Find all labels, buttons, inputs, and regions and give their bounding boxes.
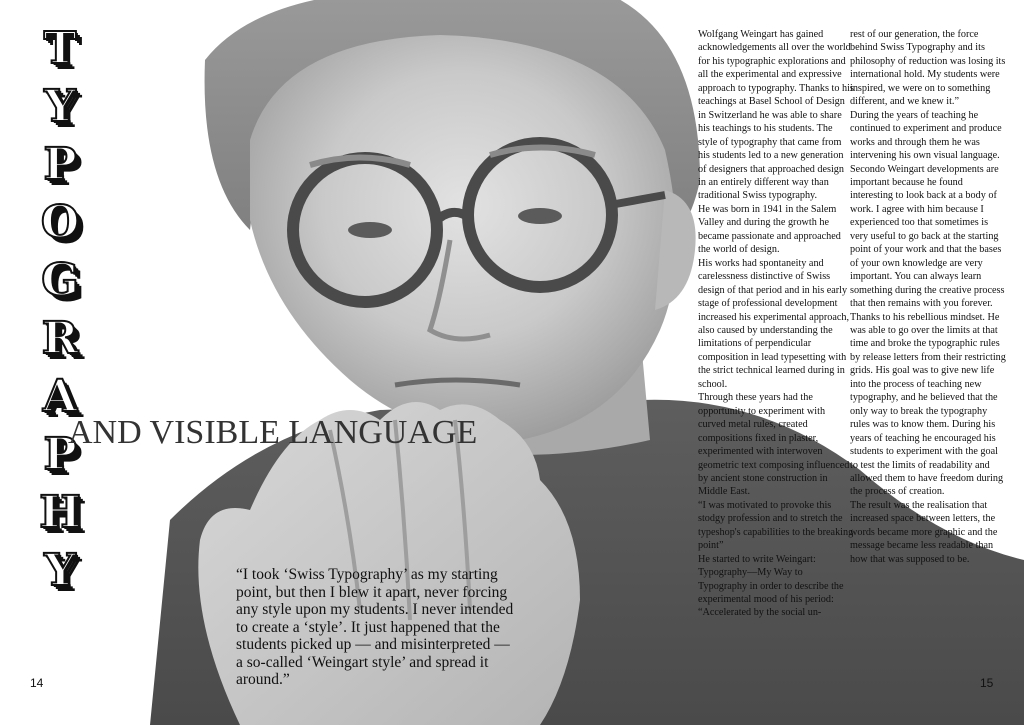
paragraph: Thanks to his rebellious mindset. He was able to go over the limits at that time and broke the typographic rules by release letters from their restricting grids. His goal was to give new life into the process of teaching new typography, and he believed that the only way to break the typography rules was to know them. During his years of teaching he encouraged his students to experiment with the goal to test the limits of readability and allowed them to have freedom during the process of creation.	[850, 311, 1006, 498]
title-letter: R	[41, 313, 79, 364]
vertical-title	[30, 20, 90, 600]
page-number-left: 14	[30, 676, 44, 690]
paragraph: During the years of teaching he continued to experiment and produce works and through them he was intervening his own visual language.	[850, 109, 1002, 162]
title-letter: T	[43, 23, 77, 74]
pull-quote: “I took ‘Swiss Typography’ as my starting point, but then I blew it apart, never forcing any style upon my students. I never intended to create a ‘style’. It just happened that the students picked up — and misinterpreted — a so-called ‘Weingart style’ and spread it around.”	[236, 566, 514, 688]
paragraph: rest of our generation, the force behind Swiss Typography and its philosophy of reduction was losing its international hold. My students were inspired, we were on to something different, and we knew it.”	[850, 29, 1006, 108]
paragraph: Secondo Weingart developments are important because he found interesting to look back at a body of work. I agree with him because I experienced too that sometimes is very useful to go back at the starting point of your work and that the bases of your own knowledge are very important. You can always learn something during the creative process that then remains with you forever.	[850, 163, 1005, 310]
paragraph: Through these years had the opportunity to experiment with curved metal rules, created compositions fixed in plaster, experimented with interwoven geometric text composing influenced by ancient stone construction in Middle East.	[698, 392, 850, 498]
title-letter: G	[41, 255, 79, 306]
body-column-left	[698, 28, 854, 620]
paragraph: “I was motivated to provoke this stodgy profession and to stretch the typeshop's capabilities to the breaking point”	[698, 499, 854, 552]
title-letter: Y	[44, 545, 76, 596]
page-number-right: 15	[980, 676, 994, 690]
body-column-right	[850, 28, 1006, 566]
title-letter: H	[39, 487, 81, 538]
paragraph: He was born in 1941 in the Salem Valley and during the growth he became passionate and approached the world of design.	[698, 203, 841, 256]
paragraph: His works had spontaneity and carelessness distinctive of Swiss design of that period and in his early stage of professional development increased his experimental approach, also caused by understanding the limitations of perpendicular composition in lead typesetting with the strict technical learned during in school.	[698, 257, 850, 390]
paragraph: Wolfgang Weingart has gained acknowledgements all over the world for his typographic explorations and all the experimental and expressive approach to typography. Thanks to his teachings at Basel School of Design in Switzerland he was able to share his teachings to his students. The style of typography that came from his students led to a new generation of designers that approached design in an entirely different way than traditional Swiss typography.	[698, 29, 854, 202]
paragraph: He started to write Weingart: Typography—My Way to Typography in order to describe the experimental mood of his period: “Accelerated by the social un-	[698, 553, 844, 619]
title-letter: O	[40, 197, 80, 248]
subtitle: AND VISIBLE LANGUAGE	[68, 414, 478, 451]
title-letter: A	[42, 371, 78, 422]
paragraph: The result was the realisation that increased space between letters, the words became more graphic and the message became less readable than how that was supposed to be.	[850, 499, 998, 565]
title-letter: Y	[44, 81, 76, 132]
title-letter: P	[43, 429, 77, 480]
title-letter: P	[43, 139, 77, 190]
